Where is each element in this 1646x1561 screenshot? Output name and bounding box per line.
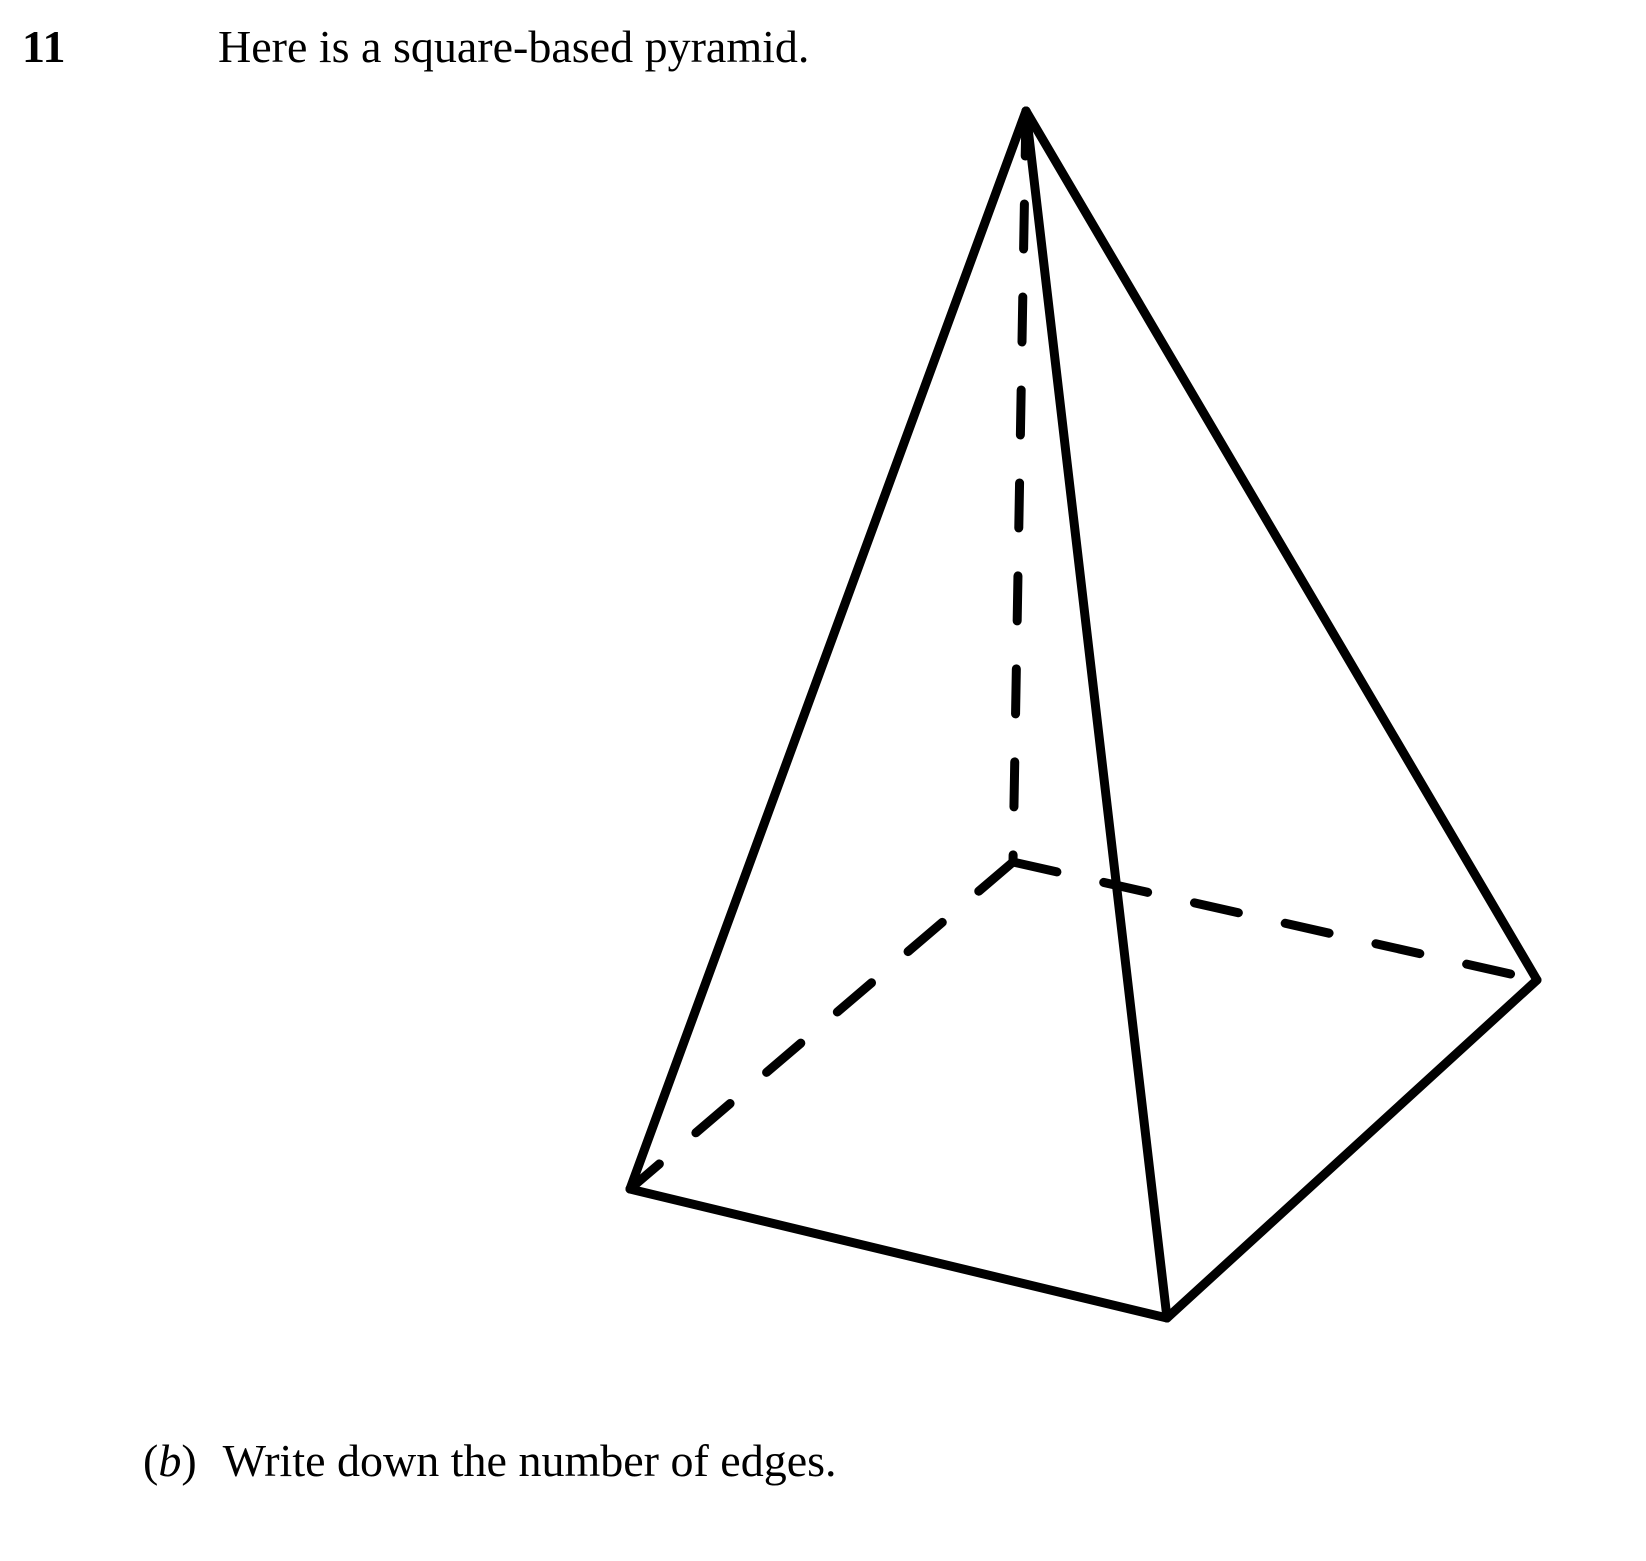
question-part-row <box>143 1436 837 1487</box>
question-number: 11 <box>22 21 66 72</box>
pyramid-edge-front_left-front <box>630 1189 1167 1318</box>
part-label <box>143 1435 197 1486</box>
pyramid-edge-apex-front_left <box>630 111 1026 1189</box>
part-letter: b <box>158 1435 182 1486</box>
question-intro-text: Here is a square-based pyramid. <box>218 21 810 72</box>
part-text: Write down the number of edges. <box>222 1435 837 1486</box>
pyramid-edge-apex-front <box>1026 111 1167 1318</box>
pyramid-edge-front-right <box>1167 980 1537 1318</box>
pyramid-edge-apex-back-hidden <box>1013 111 1026 862</box>
pyramid-edge-back-right-hidden <box>1013 862 1537 980</box>
part-paren-open: ( <box>143 1435 159 1486</box>
part-paren-close: ) <box>181 1435 197 1486</box>
pyramid-edge-apex-right <box>1026 111 1537 980</box>
